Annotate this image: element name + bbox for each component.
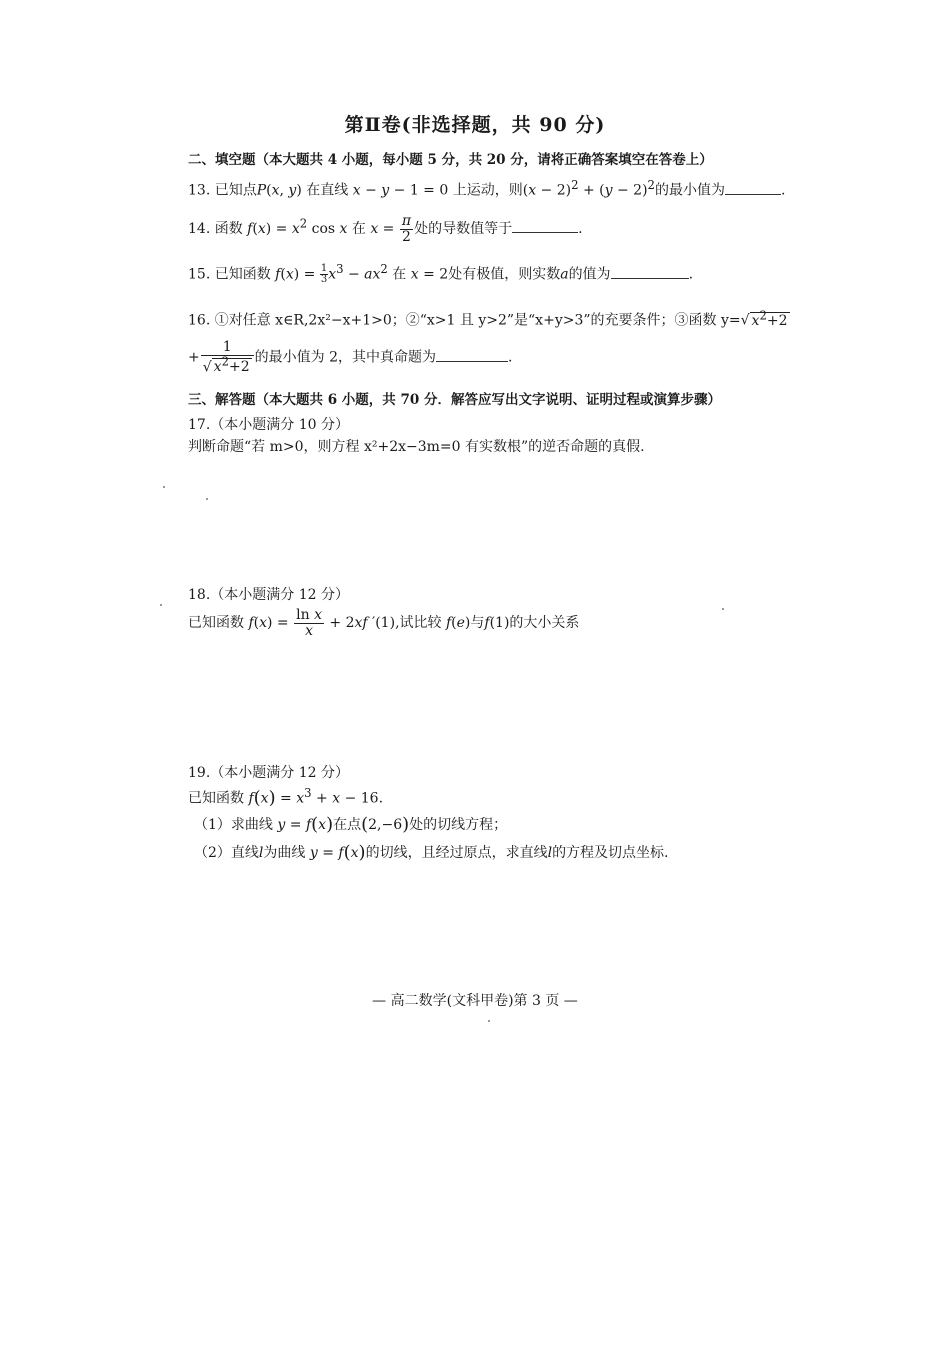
question-13: 13. 已知点P(x, y) 在直线 x − y − 1 = 0 上运动，则$(x - 2)^2 + (y - 2)^2$的最小值为 . xyxy=(188,178,786,199)
question-15-number: 15. xyxy=(188,266,211,283)
answer-blank xyxy=(725,180,781,195)
question-16-line-2: + $\frac{1}{√ x^2+2}$ 的最小值为 2，其中真命题为 . xyxy=(188,339,513,376)
page-footer: — 高二数学(文科甲卷)第 3 页 — xyxy=(372,993,578,1009)
fraction: $\frac{\pi}{2}$ xyxy=(401,213,412,245)
section-fill-in-heading: 二、填空题（本大题共 4 小题，每小题 5 分，共 20 分，请将正确答案填空在答卷上） xyxy=(188,152,713,168)
scan-speck xyxy=(163,486,165,488)
fraction: $\frac{1}{3}$ xyxy=(320,263,328,286)
question-19-part-1: （1）求曲线 y = f(x)在点(2,−6)处的切线方程； xyxy=(194,814,508,835)
answer-blank xyxy=(436,347,508,362)
page-title: 第Ⅱ卷(非选择题，共 90 分) xyxy=(344,114,606,136)
question-15: 15. 已知函数 f(x) = $\frac{1}{3}x^3 - ax^2$ 在 x = 2处有极值，则实数a的值为 . xyxy=(188,262,694,286)
scan-speck xyxy=(206,498,208,500)
question-16: 16. ①对任意 x∈R,2x²−x+1>0；②“x>1 且 y>2”是“x+y>3”的充要条件；③函数 y=√ $x^2+2$ xyxy=(188,308,788,329)
question-17-body: 判断命题“若 m>0，则方程 x²+2x−3m=0 有实数根”的逆否命题的真假. xyxy=(188,439,645,455)
scan-speck xyxy=(722,608,724,610)
sqrt-sign: √ xyxy=(740,312,750,329)
scan-speck xyxy=(488,1020,490,1022)
question-18-header: 18.（本小题满分 12 分） xyxy=(188,587,349,603)
answer-blank xyxy=(512,218,578,233)
question-13-number: 13. xyxy=(188,182,211,199)
fraction: $\frac{\text{ln x}}{x}$ xyxy=(296,607,322,639)
answer-blank xyxy=(611,264,689,279)
question-19-intro: 已知函数 $f(x) = x^3 + x - 16$. xyxy=(188,786,384,809)
question-18-body: 已知函数 f(x) = $\frac{\text{ln x}}{x}$ + 2xf ′(1),试比较 f(e)与f(1)的大小关系 xyxy=(188,607,580,639)
question-14: 14. 函数 $f(x) = x^2$ cos x 在 x = $\frac{\pi}{2}$ 处的导数值等于 . xyxy=(188,213,583,245)
formula: x xyxy=(352,182,361,199)
question-19-part-2: （2）直线l为曲线 y = f(x)的切线，且经过原点，求直线l的方程及切点坐标. xyxy=(194,842,669,863)
section-solve-heading: 三、解答题（本大题共 6 小题，共 70 分．解答应写出文字说明、证明过程或演算步骤） xyxy=(188,392,721,408)
question-17-header: 17.（本小题满分 10 分） xyxy=(188,417,349,433)
question-16-number: 16. xyxy=(188,312,211,329)
question-19-header: 19.（本小题满分 12 分） xyxy=(188,765,349,781)
formula: P xyxy=(256,182,267,199)
question-14-number: 14. xyxy=(188,221,211,238)
scan-speck xyxy=(160,604,162,606)
fraction: $\frac{1}{√ x^2+2}$ xyxy=(201,340,254,375)
